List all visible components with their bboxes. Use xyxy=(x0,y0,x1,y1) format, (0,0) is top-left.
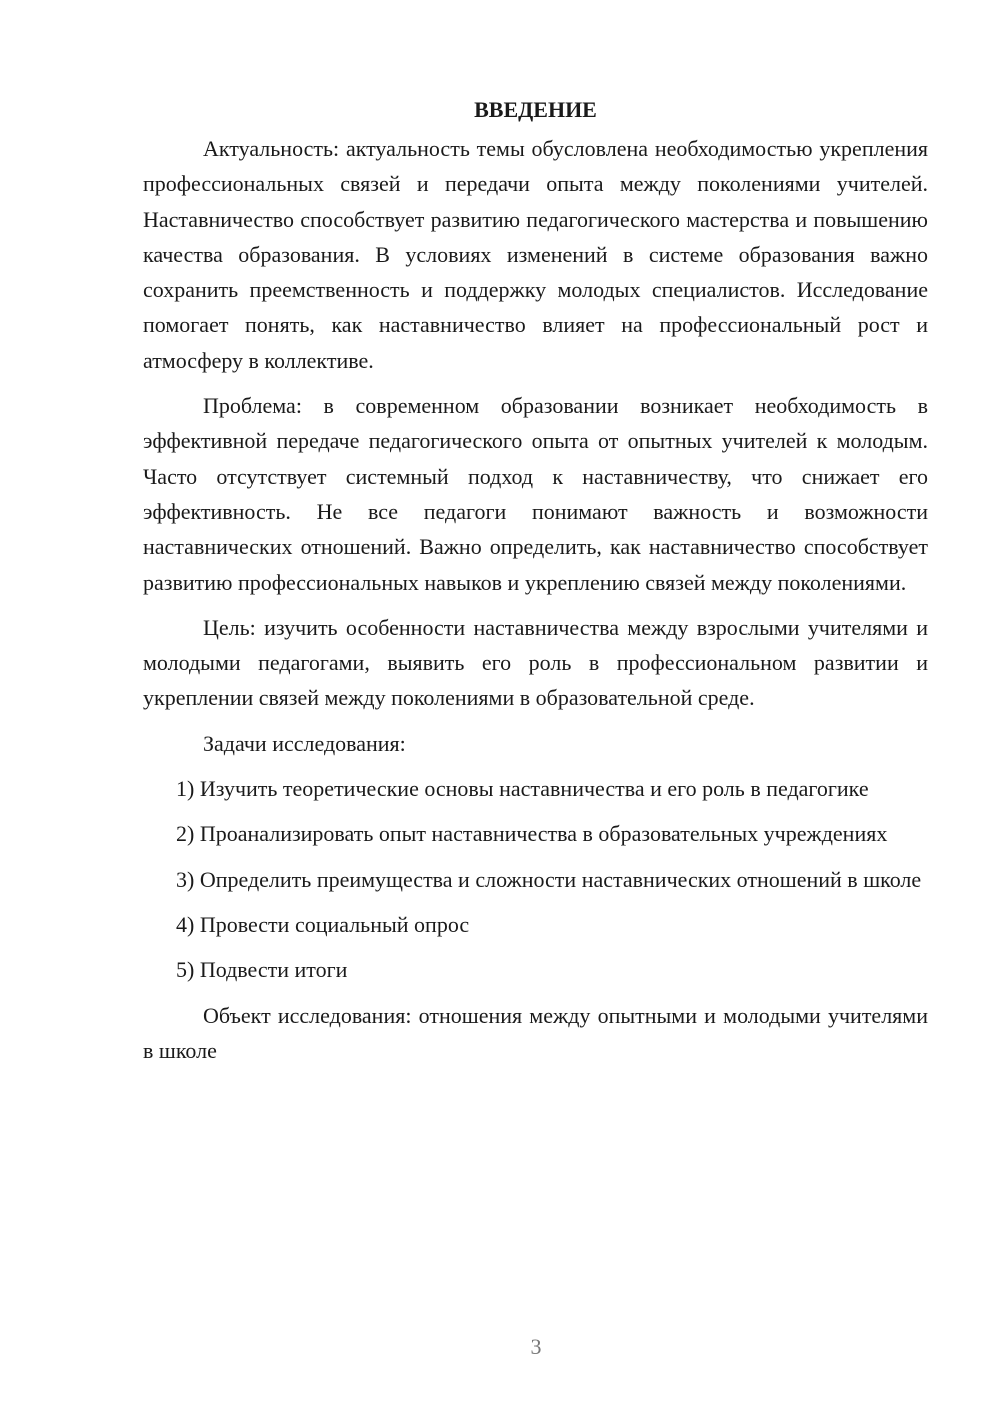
task-item-2: 2) Проанализировать опыт наставничества в образовательных учреждениях xyxy=(176,821,888,847)
goal-paragraph: Цель: изучить особенности наставничества между взрослыми учителями и молодыми педагогами, выявить его роль в профессиональном развитии и укреплении связей между поколениями в образовательной среде. xyxy=(143,614,928,711)
problem-paragraph: Проблема: в современном образовании возникает необходимость в эффективной передаче педагогического опыта от опытных учителей к молодым. Часто отсутствует системный подход к наставничеству, что снижает его эффективность. Не все педагоги понимают важность и возможности наставнических отношений. Важно определить, как наставничество способствует развитию профессиональных навыков и укреплению связей между поколениями. xyxy=(143,393,928,595)
tasks-title: Задачи исследования: xyxy=(203,730,406,756)
object-paragraph: Объект исследования: отношения между опытными и молодыми учителями в школе xyxy=(143,1002,928,1063)
task-item-4: 4) Провести социальный опрос xyxy=(176,911,470,937)
relevance-paragraph: Актуальность: актуальность темы обусловлена необходимостью укрепления профессиональных связей и передачи опыта между поколениями учителей. Наставничество способствует развитию педагогического мастерства и повышению качества образования. В условиях изменений в системе образования важно сохранить преемственность и поддержку молодых специалистов. Исследование помогает понять, как наставничество влияет на профессиональный рост и атмосферу в коллективе. xyxy=(143,136,928,373)
task-item-3: 3) Определить преимущества и сложности наставнических отношений в школе xyxy=(176,866,922,892)
task-item-5: 5) Подвести итоги xyxy=(176,957,348,983)
page-title: ВВЕДЕНИЕ xyxy=(474,97,597,122)
page-number: 3 xyxy=(530,1334,542,1359)
document-page xyxy=(143,92,928,1078)
task-item-1: 1) Изучить теоретические основы наставничества и его роль в педагогике xyxy=(176,776,869,802)
